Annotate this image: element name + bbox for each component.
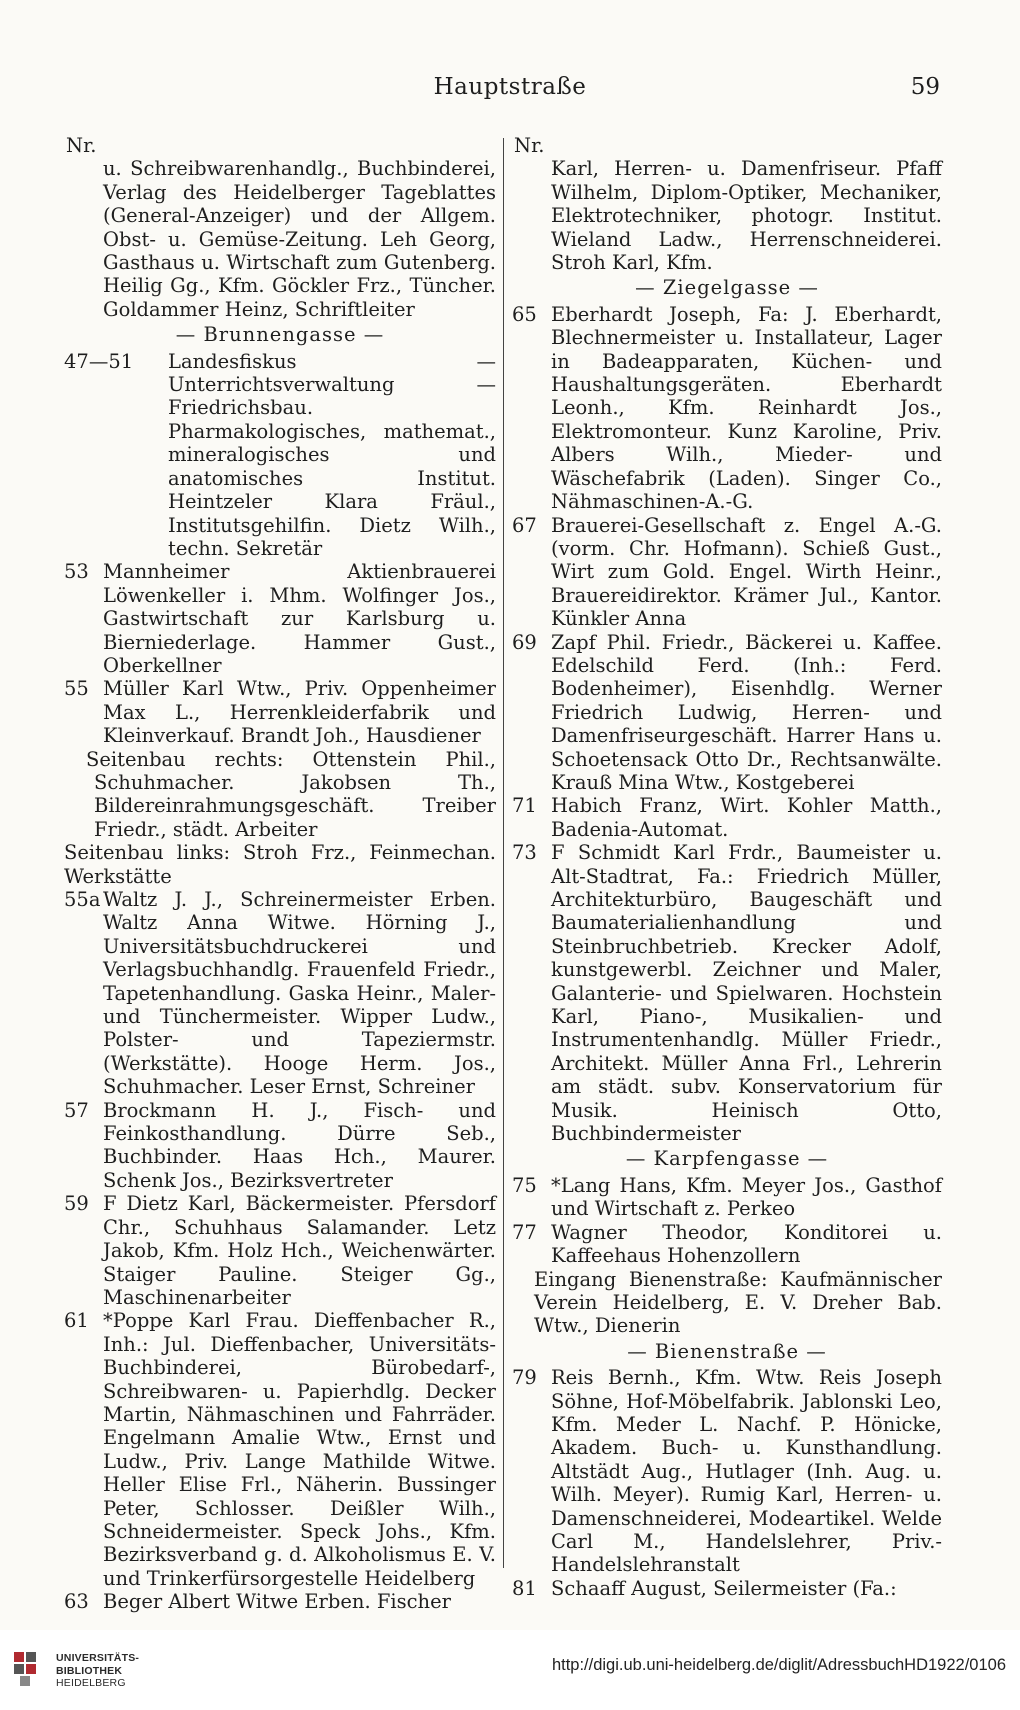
house-number: 59 [64, 1192, 89, 1216]
running-head [0, 68, 1020, 108]
page-title: Hauptstraße [433, 74, 587, 100]
house-number: 55a [64, 888, 101, 911]
nr-label-left: Nr. [66, 134, 97, 157]
entry-text: Waltz J. J., Schreinermeister Erben. Waltz Anna Witwe. Hörning J., Universitätsbuchdruckerei und Verlagsbuchhandlg. Frauenfeld Friedr., Tapetenhandlung. Gaska Heinr., Maler- und Tünchermeister. Wipper Ludw., Polster- und Tapeziermstr. (Werkstätte). Hooge Herm. Jos., Schuhmacher. Leser Ernst, Schreiner [103, 888, 496, 1099]
right-column [512, 134, 942, 1600]
address-entry [512, 841, 942, 1145]
address-entry [512, 303, 942, 514]
entry-text: Habich Franz, Wirt. Kohler Matth., Badenia-Automat. [551, 794, 942, 841]
digitization-footer [0, 1630, 1020, 1710]
house-number: 65 [512, 302, 537, 326]
entry-continuation [64, 157, 496, 321]
address-entry [512, 1577, 942, 1600]
address-entry [64, 677, 496, 747]
address-entry [64, 350, 496, 561]
address-entry [64, 1590, 496, 1613]
logo-line: BIBLIOTHEK [56, 1664, 123, 1677]
left-column [64, 134, 496, 1614]
entry-text: Müller Karl Wtw., Priv. Oppenheimer Max L., Herrenkleiderfabrik und Kleinverkauf. Brandt Joh., Hausdiener [103, 677, 496, 748]
address-entry [64, 888, 496, 1099]
side-building-entry: Seitenbau links: Stroh Frz., Feinmechan. Werkstätte [64, 841, 496, 888]
entry-text: Karl, Herren- u. Damenfriseur. Pfaff Wilhelm, Diplom-Optiker, Mechaniker, Elektrotechniker, photogr. Institut. Wieland Ladw., Herrenschneiderei. Stroh Karl, Kfm. [551, 157, 942, 275]
logo-line: UNIVERSITÄTS- [56, 1652, 140, 1664]
entry-text: Reis Bernh., Kfm. Wtw. Reis Joseph Söhne, Hof-Möbelfabrik. Jablonski Leo, Kfm. Meder L. Nachf. P. Hönicke, Akadem. Buch- u. Kunsthandlung. Altstädt Aug., Hutlager (Inh. Aug. u. Wilh. Meyer). Rumig Karl, Herren- u. Damenschneiderei, Modeartikel. Welde Carl M., Handelslehrer, Priv.-Handelslehranstalt [551, 1366, 942, 1577]
street-heading-karpfengasse: — Karpfengasse — [625, 1147, 829, 1171]
entry-text: Mannheimer Aktienbrauerei Löwenkeller i. Mhm. Wolfinger Jos., Gastwirtschaft zur Karlsburg u. Bierniederlage. Hammer Gust., Oberkellner [103, 560, 496, 677]
entry-text: Zapf Phil. Friedr., Bäckerei u. Kaffee. Edelschild Ferd. (Inh.: Ferd. Bodenheimer), Eisenhdlg. Werner Friedrich Ludwig, Herren- und Damenfriseurgeschäft. Harrer Hans u. Schoetensack Otto Dr., Rechtsanwälte. Krauß Mina Wtw., Kostgeberei [551, 630, 942, 794]
column-divider [503, 138, 504, 1568]
house-number: 71 [512, 794, 537, 818]
library-logo [12, 1648, 162, 1698]
entry-text: F Schmidt Karl Frdr., Baumeister u. Alt-Stadtrat, Fa.: Friedrich Müller, Architekturbüro, Baugeschäft und Baumaterialienhandlung und Steinbruchbetrieb. Krecker Adolf, kunstgewerbl. Zeichner und Maler, Galanterie- und Spielwaren. Hochstein Karl, Piano-, Musikalien- und Instrumentenhandlg. Müller Friedr., Architekt. Müller Anna Frl., Lehrerin am städt. subv. Konservatorium für Musik. Heinisch Otto, Buchbindermeister [551, 841, 942, 1146]
house-number: 77 [512, 1220, 537, 1244]
street-heading-brunnengasse: — Brunnengasse — [175, 323, 385, 347]
library-seal-icon [12, 1650, 52, 1694]
house-number: 47—51 [64, 349, 134, 373]
entry-text: Wagner Theodor, Konditorei u. Kaffeehaus Hohenzollern [551, 1220, 942, 1268]
house-number: 81 [512, 1576, 537, 1600]
address-entry [64, 1192, 496, 1309]
logo-line: HEIDELBERG [56, 1677, 126, 1689]
address-entry [512, 794, 942, 841]
address-entry [64, 560, 496, 677]
entry-text: Beger Albert Witwe Erben. Fischer [103, 1590, 451, 1614]
entry-text: Schaaff August, Seilermeister (Fa.: [551, 1576, 897, 1600]
house-number: 73 [512, 841, 537, 865]
address-entry [512, 1221, 942, 1268]
address-entry [512, 631, 942, 795]
street-heading-bienenstrasse: — Bienenstraße — [627, 1339, 827, 1363]
page-number: 59 [910, 74, 940, 100]
entry-text: Brockmann H. J., Fisch- und Feinkosthandlung. Dürre Seb., Buchbinder. Haas Hch., Maurer. Schenk Jos., Bezirksvertreter [103, 1098, 496, 1192]
house-number: 69 [512, 630, 537, 654]
address-entry [512, 1174, 942, 1221]
entry-text: Brauerei-Gesellschaft z. Engel A.-G. (vorm. Chr. Hofmann). Schieß Gust., Wirt zum Gold. Engel. Wirth Heinr., Brauereidirektor. Krämer Jul., Kantor. Künkler Anna [551, 513, 942, 631]
library-name [56, 1652, 139, 1690]
house-number: 61 [64, 1309, 89, 1333]
entry-text: *Poppe Karl Frau. Dieffenbacher R., Inh.: Jul. Dieffenbacher, Universitäts-Buchbinderei, Bürobedarf-, Schreibwaren- u. Papierhdlg. Decker Martin, Nähmaschinen und Fahrräder. Engelmann Amalie Wtw., Ernst und Ludw., Priv. Lange Mathilde Witwe. Heller Elise Frl., Näherin. Bussinger Peter, Schlosser. Deißler Wilh., Schneidermeister. Speck Johs., Kfm. Bezirksverband g. d. Alkoholismus E. V. und Trinkerfürsorgestelle Heidelberg [103, 1309, 496, 1590]
address-entry [64, 1309, 496, 1590]
entry-text: Landesfiskus — Unterrichtsverwaltung — Friedrichsbau. Pharmakologisches, mathemat., mineralogisches und anatomisches Institut. Heintzeler Klara Fräul., Institutsgehilfin. Dietz Wilh., techn. Sekretär [168, 349, 496, 560]
house-number: 57 [64, 1098, 89, 1122]
source-url-link[interactable]: http://digi.ub.uni-heidelberg.de/diglit/AdressbuchHD1922/0106 [551, 1656, 1006, 1674]
nr-label-right: Nr. [514, 134, 545, 157]
house-number: 55 [64, 677, 89, 701]
entry-continuation [512, 157, 942, 274]
house-number: 75 [512, 1173, 537, 1197]
entry-text: *Lang Hans, Kfm. Meyer Jos., Gasthof und Wirtschaft z. Perkeo [551, 1173, 942, 1221]
address-entry [64, 1099, 496, 1193]
address-entry [512, 1366, 942, 1577]
house-number: 67 [512, 513, 537, 537]
house-number: 79 [512, 1366, 537, 1390]
house-number: 53 [64, 560, 89, 584]
side-building-entry: Seitenbau rechts: Ottenstein Phil., Schuhmacher. Jakobsen Th., Bildereinrahmungsgeschäft. Treiber Friedr., städt. Arbeiter [86, 747, 496, 841]
entry-text: Eberhardt Joseph, Fa: J. Eberhardt, Blechnermeister u. Installateur, Lager in Badeapparaten, Küchen- und Haushaltungsgeräten. Eberhardt Leonh., Kfm. Reinhardt Jos., Elektromonteur. Kunz Karoline, Priv. Albers Wilh., Mieder- und Wäschefabrik (Laden). Singer Co., Nähmaschinen-A.-G. [551, 302, 942, 514]
side-entrance-entry: Eingang Bienenstraße: Kaufmännischer Verein Heidelberg, E. V. Dreher Bab. Wtw., Dienerin [534, 1267, 942, 1338]
entry-text: F Dietz Karl, Bäckermeister. Pfersdorf Chr., Schuhhaus Salamander. Letz Jakob, Kfm. Holz Hch., Weichenwärter. Staiger Pauline. Steiger Gg., Maschinenarbeiter [103, 1192, 496, 1309]
house-number: 63 [64, 1590, 89, 1614]
street-heading-ziegelgasse: — Ziegelgasse — [635, 276, 819, 300]
entry-text: u. Schreibwarenhandlg., Buchbinderei, Verlag des Heidelberger Tageblattes (General-Anzeiger) und der Allgem. Obst- u. Gemüse-Zeitung. Leh Georg, Gasthaus u. Wirtschaft zum Gutenberg. Heilig Gg., Kfm. Göckler Frz., Tüncher. Goldammer Heinz, Schriftleiter [103, 157, 496, 321]
address-entry [512, 514, 942, 631]
